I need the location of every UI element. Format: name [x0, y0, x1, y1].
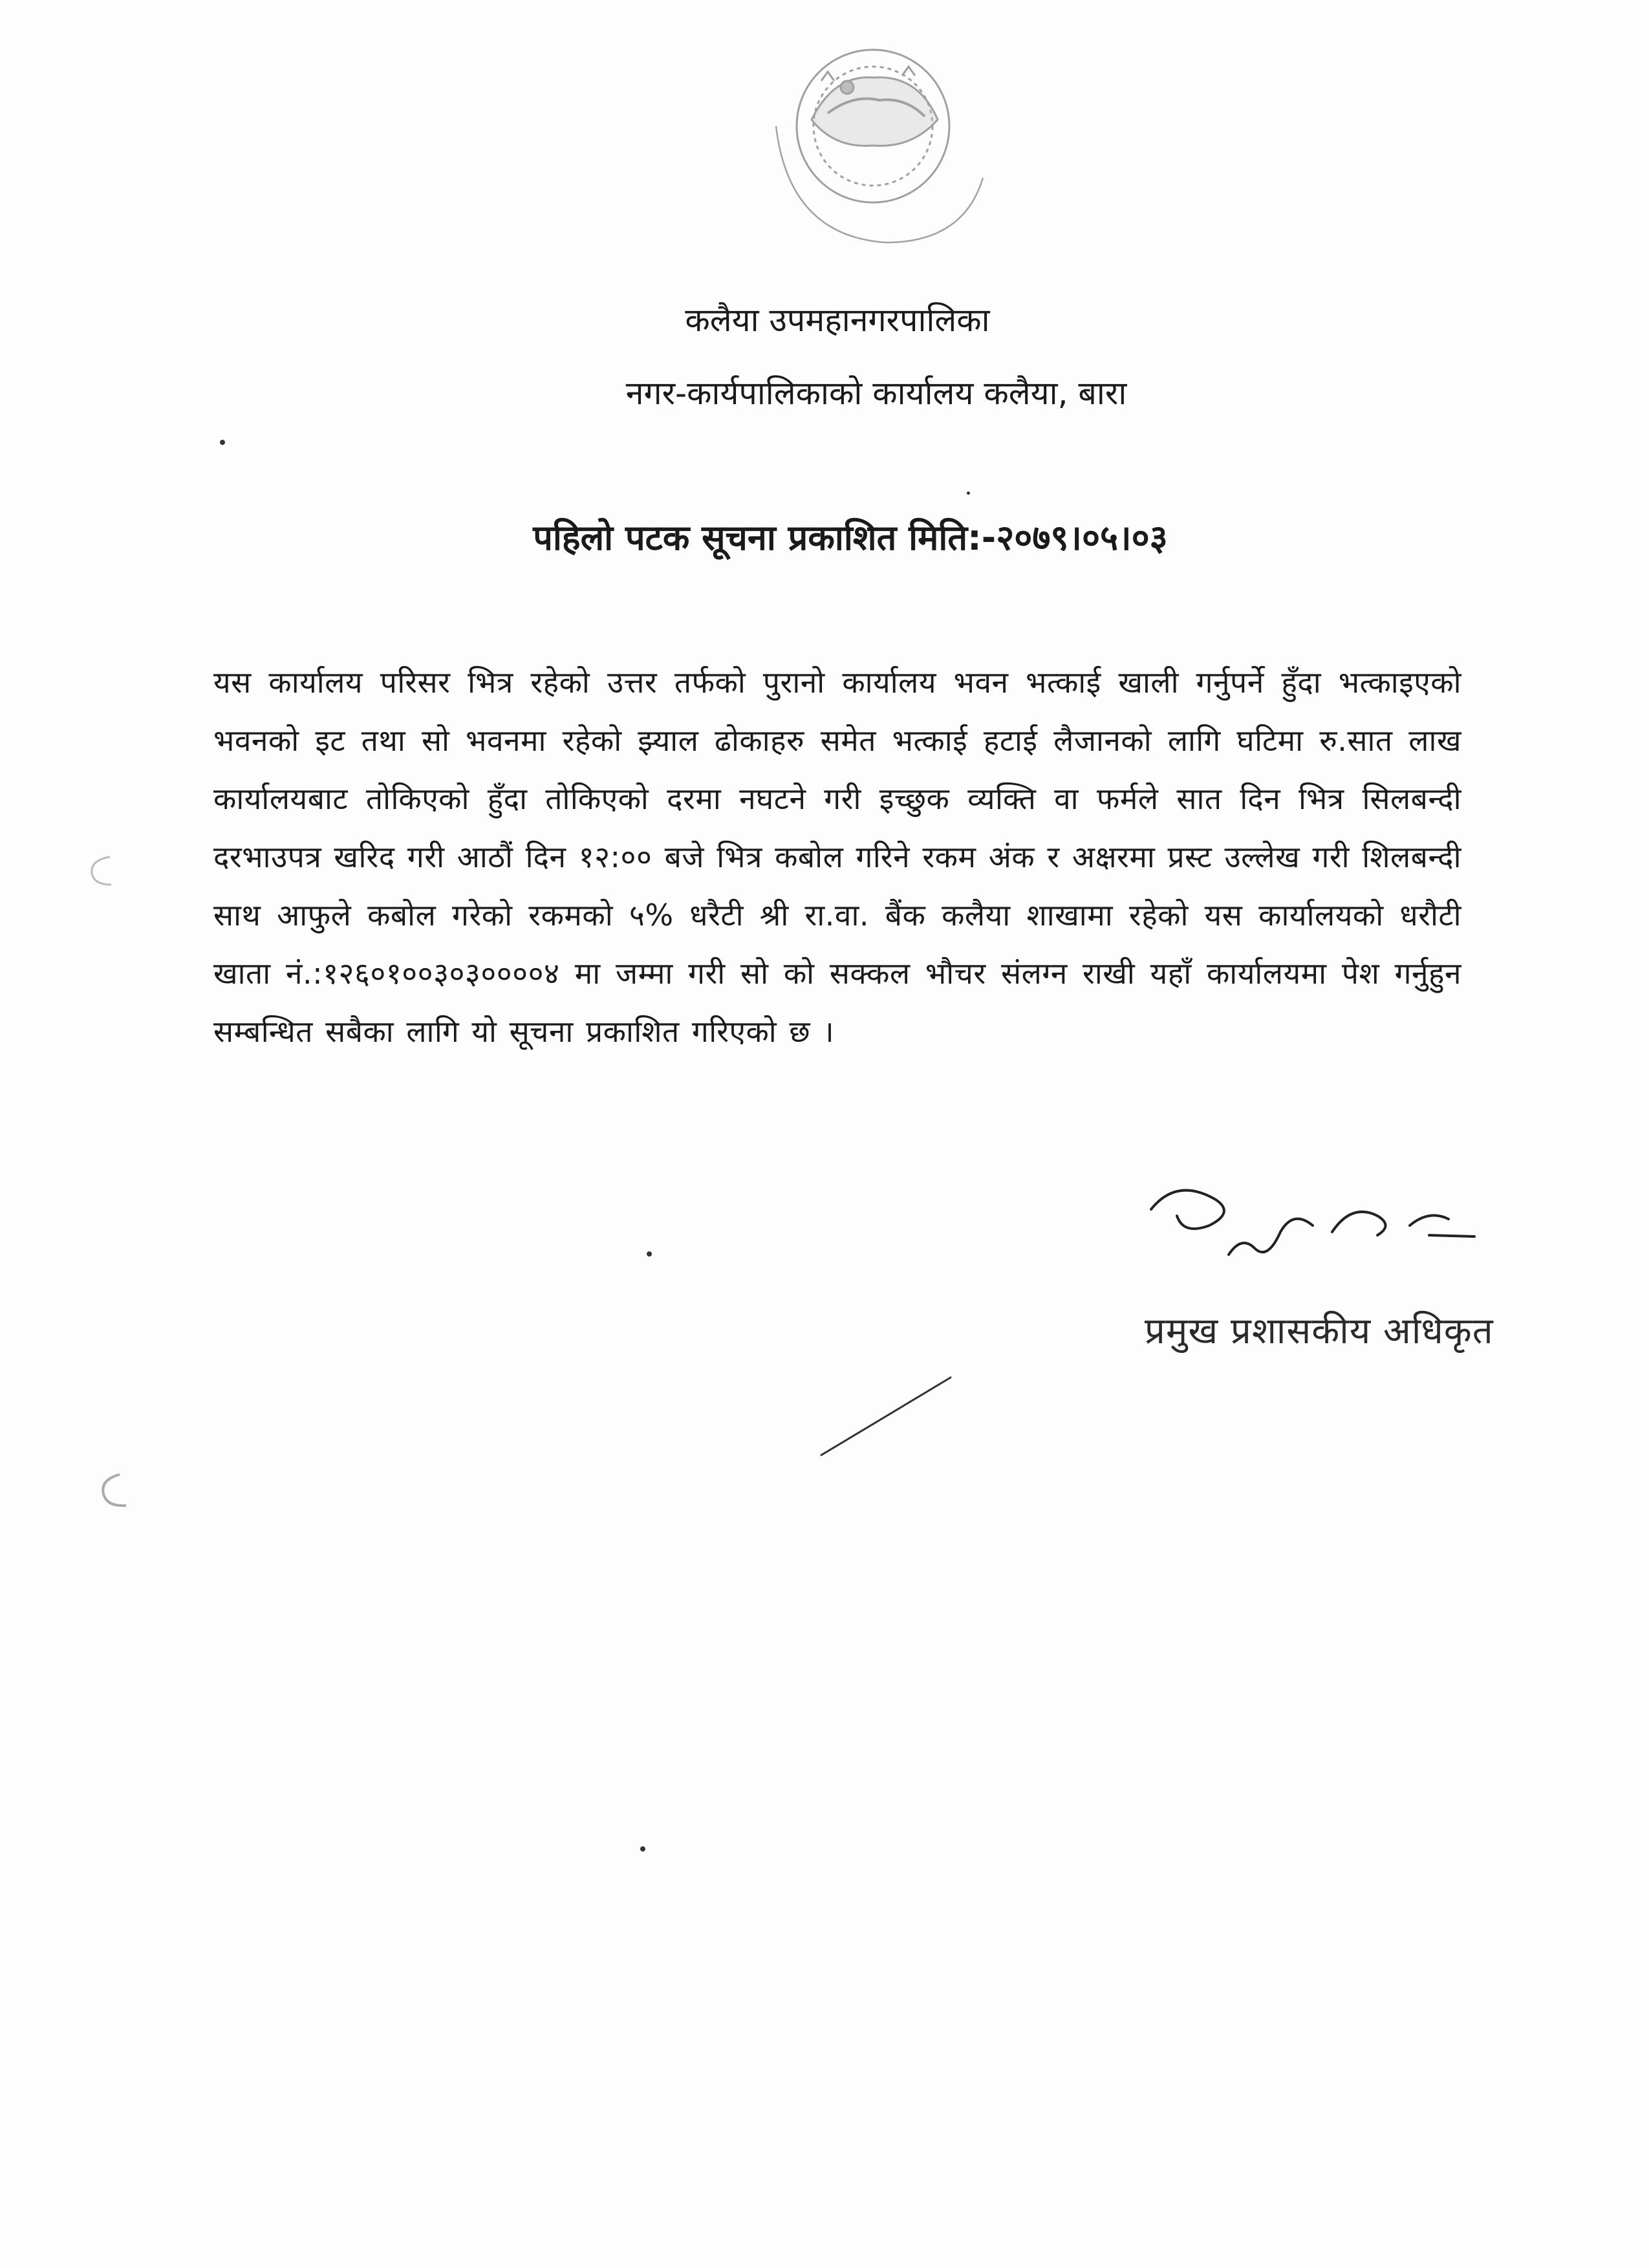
- pen-stroke-mark: [815, 1371, 957, 1462]
- signatory-designation: प्रमुख प्रशासकीय अधिकृत: [1145, 1310, 1494, 1352]
- punch-hole: [91, 1468, 136, 1513]
- signature: [1138, 1164, 1487, 1268]
- notice-body: यस कार्यालय परिसर भित्र रहेको उत्तर तर्फको पुरानो कार्यालय भवन भत्काई खाली गर्नुपर्ने हुँदा भत्काइएको भवनको इट तथा सो भवनमा रहेको झ्याल ढोकाहरु समेत भत्काई हटाई लैजानको लागि घटिमा रु.सात लाख कार्यालयबाट तोकिएको हुँदा तोकिएको दरमा नघटने गरी इच्छुक व्यक्ति वा फर्मले सात दिन भित्र सिलबन्दी दरभाउपत्र खरिद गरी आठौं दिन १२:०० बजे भित्र कबोल गरिने रकम अंक र अक्षरमा प्रस्ट उल्लेख गरी शिलबन्दी साथ आफुले कबोल गरेको रकमको ५% धरैटी श्री रा.वा. बैंक कलैया शाखामा रहेको यस कार्यालयको धरौटी खाता नं.:१२६०१००३०३००००४ मा जम्मा गरी सो को सक्कल भौचर संलग्न राखी यहाँ कार्यालयमा पेश गर्नुहुन सम्बन्धित सबैका लागि यो सूचना प्रकाशित गरिएको छ ।: [213, 665, 1461, 1049]
- municipality-name: कलैया उपमहानगरपालिका: [685, 301, 990, 339]
- office-name: नगर-कार्यपालिकाको कार्यालय कलैया, बारा: [625, 374, 1127, 412]
- speck: [647, 1251, 652, 1257]
- notice-title: पहिलो पटक सूचना प्रकाशित मिति:-२०७९।०५।०३: [533, 517, 1168, 558]
- speck: [640, 1846, 645, 1852]
- punch-hole: [78, 847, 123, 892]
- speck: [220, 440, 225, 445]
- municipality-seal: [750, 36, 1022, 294]
- speck: [967, 491, 970, 495]
